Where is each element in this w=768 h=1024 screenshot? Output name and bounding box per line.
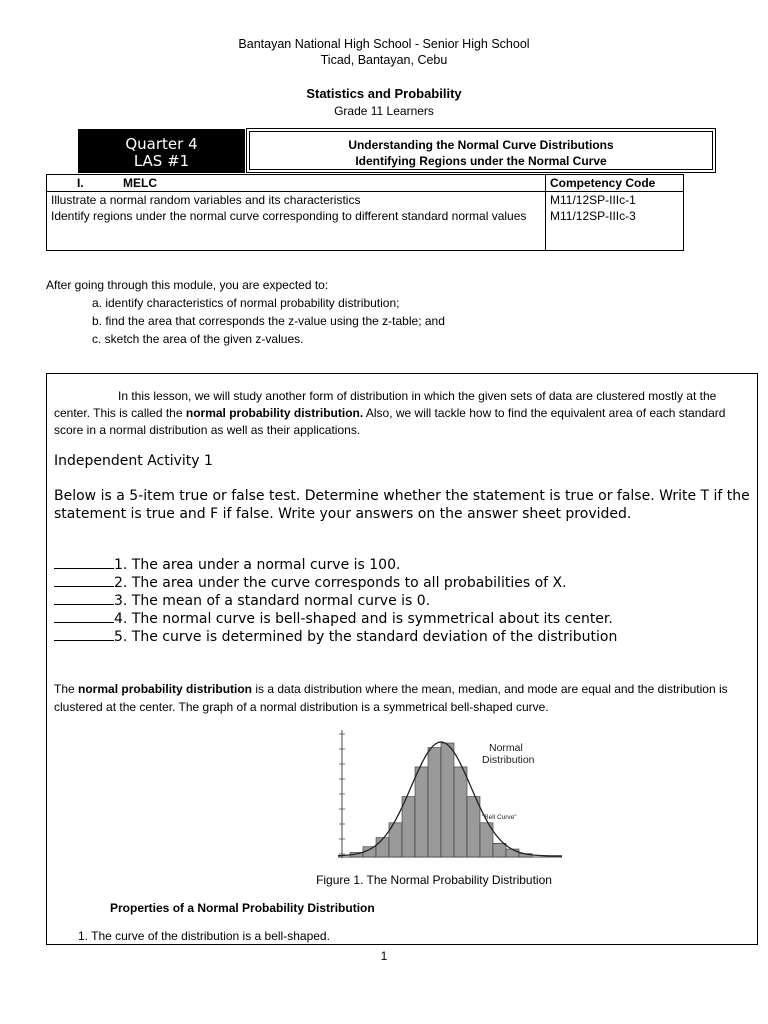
las-line: LAS #1 [133, 152, 190, 170]
subject-title: Statistics and Probability [306, 86, 462, 101]
melc-section-number: I. [77, 176, 84, 190]
quarter-line: Quarter 4 [125, 135, 198, 153]
histogram-bar [454, 767, 467, 857]
competency-code-header: Competency Code [546, 175, 684, 192]
objective-item: a. identify characteristics of normal probability distribution; [92, 296, 400, 310]
page-number: 1 [380, 949, 388, 963]
tf-statement: 3. The mean of a standard normal curve is 0. [114, 593, 431, 609]
competency-code: M11/12SP-IIIc-1 [550, 193, 636, 207]
objective-item: c. sketch the area of the given z-values. [92, 332, 304, 346]
answer-blank[interactable] [54, 592, 114, 605]
figure-caption: Figure 1. The Normal Probability Distribution [316, 873, 552, 887]
answer-blank[interactable] [54, 610, 114, 623]
intro-text-2: Also, we will tackle how to find the equivalent area of each standard score in a normal distribution as well as their applications. [54, 406, 726, 437]
histogram-bar [415, 767, 428, 857]
tf-item [54, 610, 754, 628]
figure-label-normal: Normal [489, 742, 523, 754]
activity-title: Independent Activity 1 [54, 453, 213, 469]
school-name: Bantayan National High School - Senior High School [238, 37, 530, 51]
property-item: 1. The curve of the distribution is a bell-shaped. [78, 929, 330, 943]
figure-label-distribution: Distribution [482, 754, 535, 766]
tf-item [54, 556, 754, 574]
melc-header-cell [47, 175, 546, 192]
tf-item [54, 574, 754, 592]
histogram-bar [402, 797, 415, 857]
topic-box [246, 128, 716, 173]
melc-item: Illustrate a normal random variables and its characteristics [51, 193, 361, 207]
answer-blank[interactable] [54, 628, 114, 641]
tf-statement: 5. The curve is determined by the standard deviation of the distribution [114, 629, 618, 645]
topic-line-2: Identifying Regions under the Normal Curve [355, 154, 607, 168]
melc-competencies [47, 192, 546, 251]
tf-item [54, 628, 754, 646]
tf-item [54, 592, 754, 610]
tf-statement: 1. The area under a normal curve is 100. [114, 557, 401, 573]
histogram-bar [441, 743, 454, 857]
normal-distribution-figure [330, 728, 565, 860]
answer-blank[interactable] [54, 556, 114, 569]
true-false-list [54, 556, 754, 646]
school-header [0, 36, 768, 68]
melc-table [46, 174, 684, 251]
competency-code: M11/12SP-IIIc-3 [550, 209, 636, 223]
histogram-bar [493, 843, 506, 857]
histogram-bar [428, 748, 441, 857]
intro-bold-term: normal probability distribution. [185, 406, 364, 420]
bell-curve-label: "Bell Curve" [482, 814, 517, 821]
objective-item: b. find the area that corresponds the z-value using the z-table; and [92, 314, 445, 328]
melc-codes [546, 192, 684, 251]
tf-statement: 2. The area under the curve corresponds to all probabilities of X. [114, 575, 567, 591]
objectives-intro: After going through this module, you are expected to: [46, 278, 329, 292]
intro-text-1: In this lesson, we will study another form of distribution in which the given sets of data are clustered mostly at the center. This is called the [54, 389, 717, 420]
activity-instructions: Below is a 5-item true or false test. Determine whether the statement is true or false. Write T if the statement is true and F if false. Write your answers on the answer sheet provided. [54, 488, 750, 522]
grade-level: Grade 11 Learners [334, 104, 434, 118]
histogram-bar [506, 849, 519, 857]
lesson-intro [54, 388, 752, 439]
def-text-1: The [54, 682, 79, 696]
melc-item: Identify regions under the normal curve corresponding to different standard normal values [51, 209, 527, 223]
properties-title: Properties of a Normal Probability Distribution [110, 901, 375, 915]
definition-paragraph [54, 680, 754, 716]
topic-inner [249, 131, 713, 170]
objectives [46, 276, 746, 348]
tf-statement: 4. The normal curve is bell-shaped and is symmetrical about its center. [114, 611, 613, 627]
topic-line-1: Understanding the Normal Curve Distributions [348, 138, 614, 152]
answer-blank[interactable] [54, 574, 114, 587]
melc-header: MELC [123, 176, 157, 190]
histogram-bar [376, 838, 389, 857]
histogram-bar [467, 797, 480, 857]
melc-header-row [47, 175, 684, 192]
melc-body-row [47, 192, 684, 251]
quarter-label [78, 129, 245, 173]
school-address: Ticad, Bantayan, Cebu [320, 53, 448, 67]
def-text-2: is a data distribution where the mean, median, and mode are equal and the distribution is clustered at the center. The graph of a normal distribution is a symmetrical bell-shaped curve. [54, 682, 728, 714]
def-bold-term: normal probability distribution [78, 682, 253, 696]
